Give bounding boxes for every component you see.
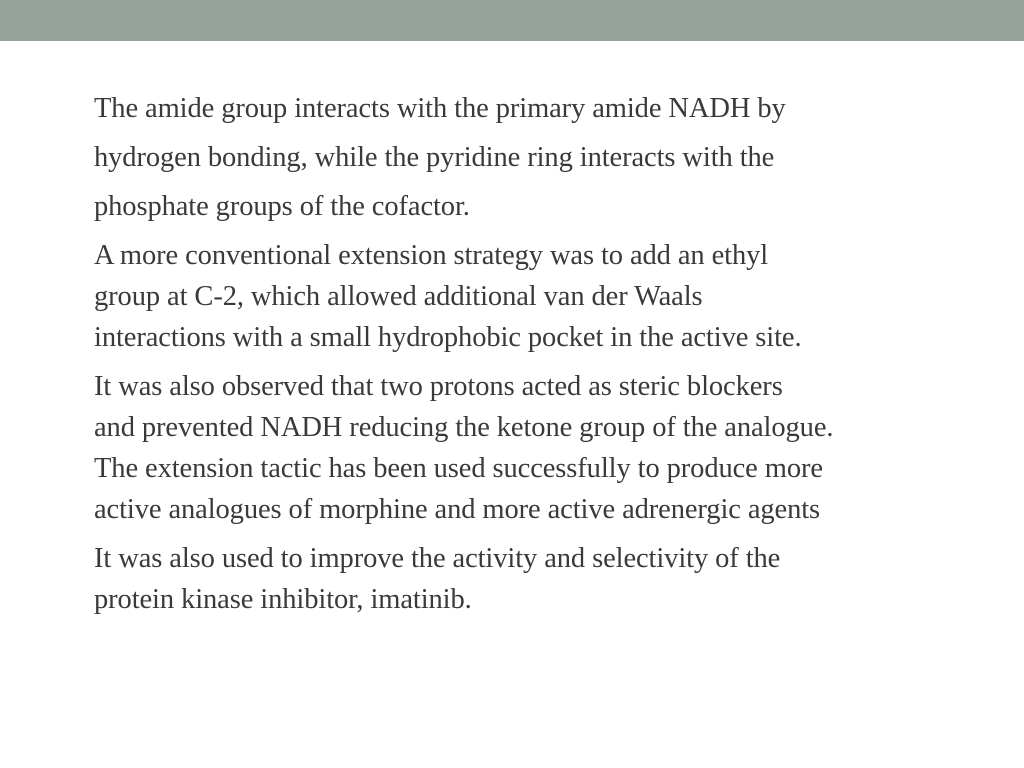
paragraph-line: A more conventional extension strategy was to add an ethyl (94, 240, 769, 271)
paragraph-4 (62, 538, 982, 620)
paragraph-1 (62, 84, 982, 231)
paragraph-line: group at C-2, which allowed additional van der Waals (94, 281, 703, 312)
paragraph-3 (62, 366, 982, 530)
paragraph-line: protein kinase inhibitor, imatinib. (94, 584, 472, 615)
paragraph-line: phosphate groups of the cofactor. (94, 191, 470, 222)
paragraph-line: It was also observed that two protons acted as steric blockers (94, 371, 783, 402)
paragraph-line: The extension tactic has been used successfully to produce more (94, 453, 823, 484)
paragraph-2 (62, 235, 982, 358)
paragraph-line: It was also used to improve the activity and selectivity of the (94, 543, 781, 574)
paragraph-line: hydrogen bonding, while the pyridine ring interacts with the (94, 142, 775, 173)
paragraph-line: The amide group interacts with the primary amide NADH by (94, 93, 786, 124)
slide-body (62, 84, 982, 620)
paragraph-line: interactions with a small hydrophobic pocket in the active site. (94, 322, 802, 353)
header-bar (0, 0, 1024, 41)
paragraph-line: active analogues of morphine and more active adrenergic agents (94, 494, 821, 525)
paragraph-line: and prevented NADH reducing the ketone group of the analogue. (94, 412, 834, 443)
